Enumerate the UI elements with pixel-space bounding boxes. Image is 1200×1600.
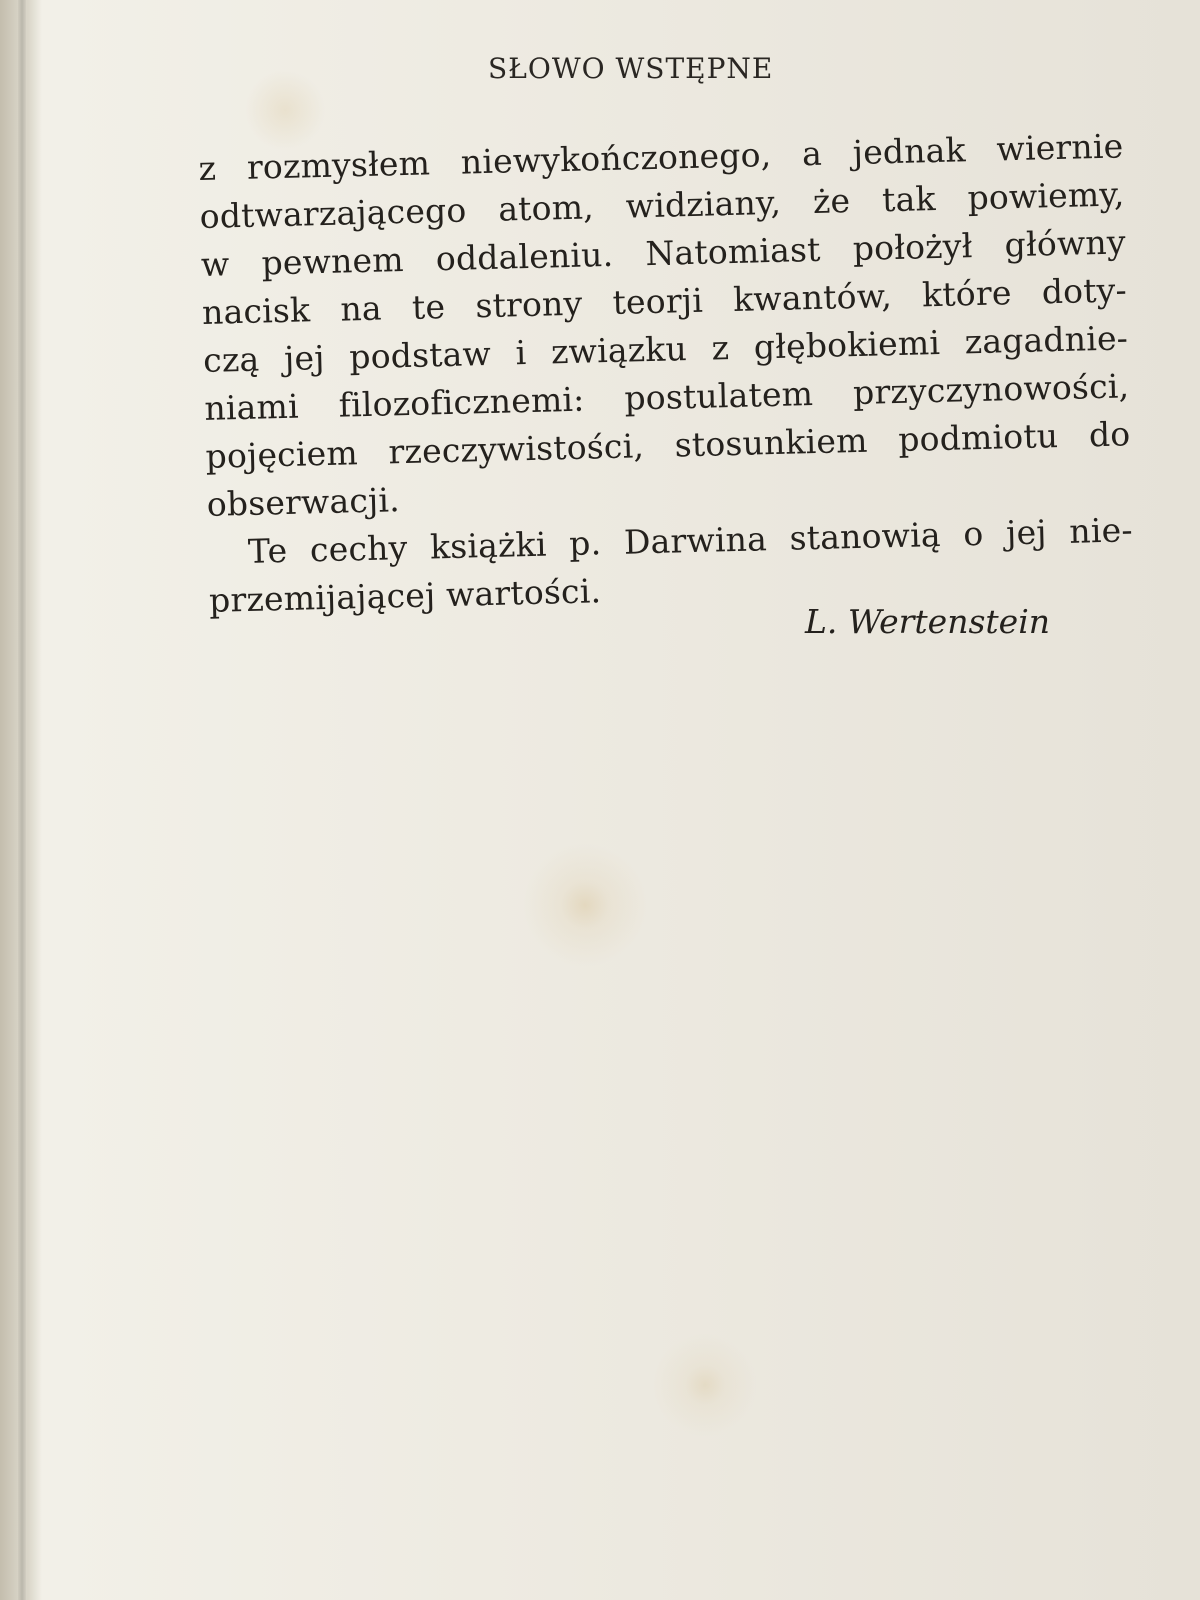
text-line-8: obserwacji. (206, 480, 401, 524)
text-line-9: Te cechy książki p. Darwina stanowią o jej nie- (247, 510, 1134, 571)
text-line-10: przemijającej wartości. (208, 571, 602, 620)
text-line-7: pojęciem rzeczywistości, stosunkiem podmiotu do (205, 414, 1131, 476)
body-text (198, 122, 1134, 624)
page-header: SŁOWO WSTĘPNE (488, 52, 774, 85)
text-line-5: czą jej podstaw i związku z głębokiemi zagadnie- (202, 318, 1129, 380)
text-line-6: niami filozoficznemi: postulatem przyczynowości, (203, 366, 1130, 428)
text-line-4: nacisk na te strony teorji kwantów, które doty- (201, 270, 1128, 332)
text-line-3: w pewnem oddaleniu. Natomiast położył główny (200, 222, 1127, 284)
text-line-1: z rozmysłem niewykończonego, a jednak wiernie (198, 126, 1124, 188)
author-signature: L. Wertenstein (805, 602, 1051, 641)
text-line-2: odtwarzającego atom, widziany, że tak powiemy, (199, 174, 1125, 236)
